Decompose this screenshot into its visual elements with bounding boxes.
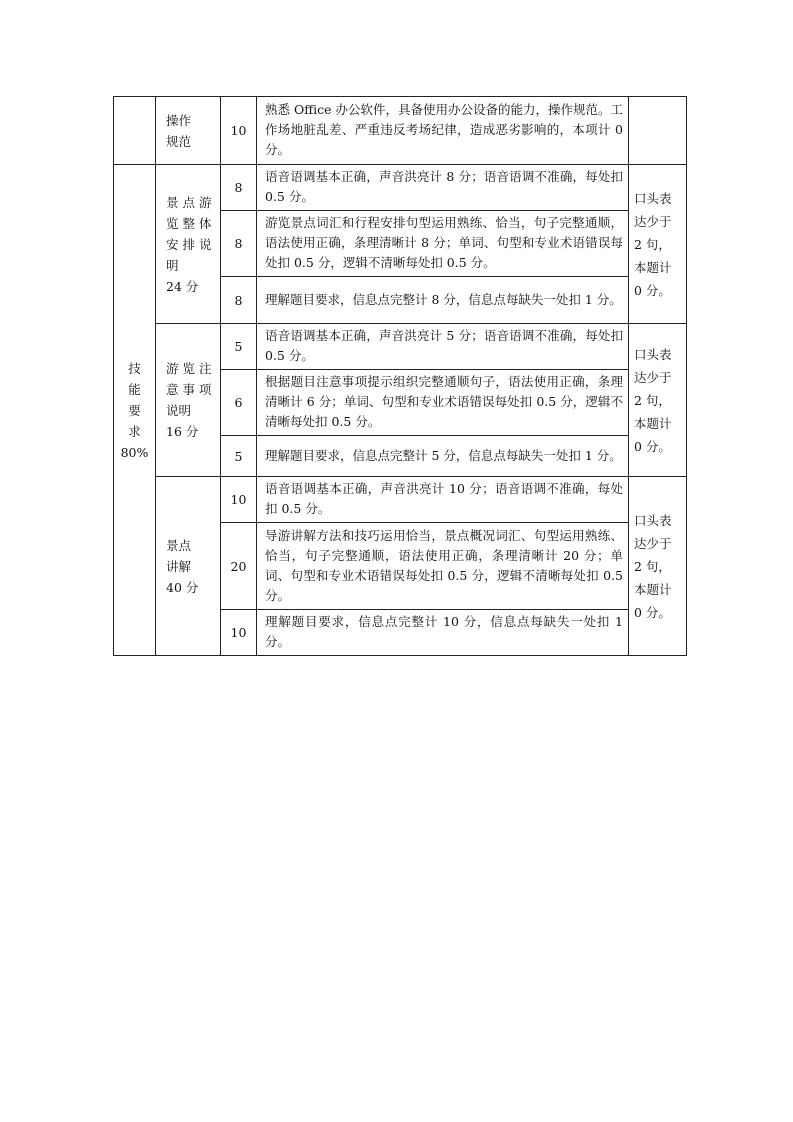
g3-criteria-2: 导游讲解方法和技巧运用恰当，景点概况词汇、句型运用熟练、恰当，句子完整通顺，语法使用正确，条理清晰计 20 分；单词、句型和专业术语错误每处扣 0.5 分，逻辑不清晰每处扣 0.5 分。 [257, 523, 629, 610]
g2-note-5: 0 分。 [634, 438, 671, 454]
g2-note-4: 本题计 [634, 415, 672, 431]
operation-score: 10 [221, 97, 257, 165]
g2-score-3: 5 [221, 436, 257, 477]
g3-subcategory [156, 477, 221, 656]
operation-sub-line-1: 操作 [166, 112, 192, 128]
g3-score-1: 10 [221, 477, 257, 523]
g3-note-5: 0 分。 [634, 604, 671, 620]
g2-sub-3: 说明 [166, 403, 192, 418]
operation-note-cell [629, 97, 687, 165]
skills-cat-3: 要 [128, 402, 141, 418]
operation-sub-line-2: 规范 [166, 133, 192, 149]
operation-row [114, 97, 687, 165]
g3-sub-1: 景点 [166, 537, 192, 553]
g2-note-2: 达少于 [634, 369, 672, 385]
skills-cat-4: 求 [128, 423, 141, 439]
g1-sub-4: 明 [166, 257, 179, 273]
g1-score-3: 8 [221, 277, 257, 324]
g3-note [629, 477, 687, 656]
g3-sub-2: 讲解 [166, 558, 192, 574]
g2-row-1 [114, 324, 687, 370]
operation-subcategory [156, 97, 221, 165]
g1-note-3: 2 句， [634, 236, 671, 252]
g3-note-3: 2 句， [634, 558, 671, 574]
g3-row-1 [114, 477, 687, 523]
g2-subcategory [156, 324, 221, 477]
g3-note-1: 口头表 [634, 512, 672, 528]
g3-note-2: 达少于 [634, 535, 672, 551]
empty-category-cell [114, 97, 156, 165]
g2-note [629, 324, 687, 477]
operation-sub-lines [166, 110, 220, 152]
g3-score-2: 20 [221, 523, 257, 610]
g3-score-3: 10 [221, 610, 257, 656]
g3-note-4: 本题计 [634, 581, 672, 597]
g1-row-1 [114, 165, 687, 211]
g1-note-1: 口头表 [634, 190, 672, 206]
g2-criteria-1: 语音语调基本正确，声音洪亮计 5 分；语音语调不准确，每处扣 0.5 分。 [257, 324, 629, 370]
g2-sub-1: 游 览 注 [166, 361, 212, 376]
g2-note-3: 2 句， [634, 392, 671, 408]
g3-criteria-1: 语音语调基本正确，声音洪亮计 10 分；语音语调不准确，每处扣 0.5 分。 [257, 477, 629, 523]
g1-note-4: 本题计 [634, 259, 672, 275]
g1-note-2: 达少于 [634, 213, 672, 229]
g2-sub-4: 16 分 [166, 424, 199, 439]
g3-sub-3: 40 分 [166, 579, 199, 595]
g1-sub-2: 览 整 体 [166, 215, 212, 231]
g1-criteria-2: 游览景点词汇和行程安排句型运用熟练、恰当，句子完整通顺，语法使用正确，条理清晰计 8 分；单词、句型和专业术语错误每处扣 0.5 分，逻辑不清晰每处扣 0.5 分。 [257, 211, 629, 277]
g2-note-1: 口头表 [634, 346, 672, 362]
g2-score-2: 6 [221, 370, 257, 436]
g1-note [629, 165, 687, 324]
skills-category [114, 165, 156, 656]
g2-criteria-3: 理解题目要求，信息点完整计 5 分，信息点每缺失一处扣 1 分。 [257, 436, 629, 477]
g1-score-2: 8 [221, 211, 257, 277]
scoring-table [113, 96, 687, 656]
g1-criteria-3: 理解题目要求，信息点完整计 8 分，信息点每缺失一处扣 1 分。 [257, 277, 629, 324]
g2-score-1: 5 [221, 324, 257, 370]
g2-sub-2: 意 事 项 [166, 382, 212, 397]
g1-subcategory [156, 165, 221, 324]
g2-criteria-2: 根据题目注意事项提示组织完整通顺句子，语法使用正确，条理清晰计 6 分；单词、句型和专业术语错误每处扣 0.5 分，逻辑不清晰每处扣 0.5 分。 [257, 370, 629, 436]
g1-score-1: 8 [221, 165, 257, 211]
g1-sub-3: 安 排 说 [166, 236, 212, 252]
operation-criteria: 熟悉 Office 办公软件，具备使用办公设备的能力，操作规范。工作场地脏乱差、严重违反考场纪律，造成恶劣影响的，本项计 0 分。 [257, 97, 629, 165]
g1-note-5: 0 分。 [634, 282, 671, 298]
skills-cat-1: 技 [128, 360, 141, 376]
g3-criteria-3: 理解题目要求，信息点完整计 10 分，信息点每缺失一处扣 1 分。 [257, 610, 629, 656]
g1-sub-5: 24 分 [166, 278, 199, 294]
skills-cat-2: 能 [128, 381, 141, 397]
g1-criteria-1: 语音语调基本正确，声音洪亮计 8 分；语音语调不准确，每处扣 0.5 分。 [257, 165, 629, 211]
skills-cat-5: 80% [120, 444, 149, 460]
g1-sub-1: 景 点 游 [166, 194, 212, 210]
